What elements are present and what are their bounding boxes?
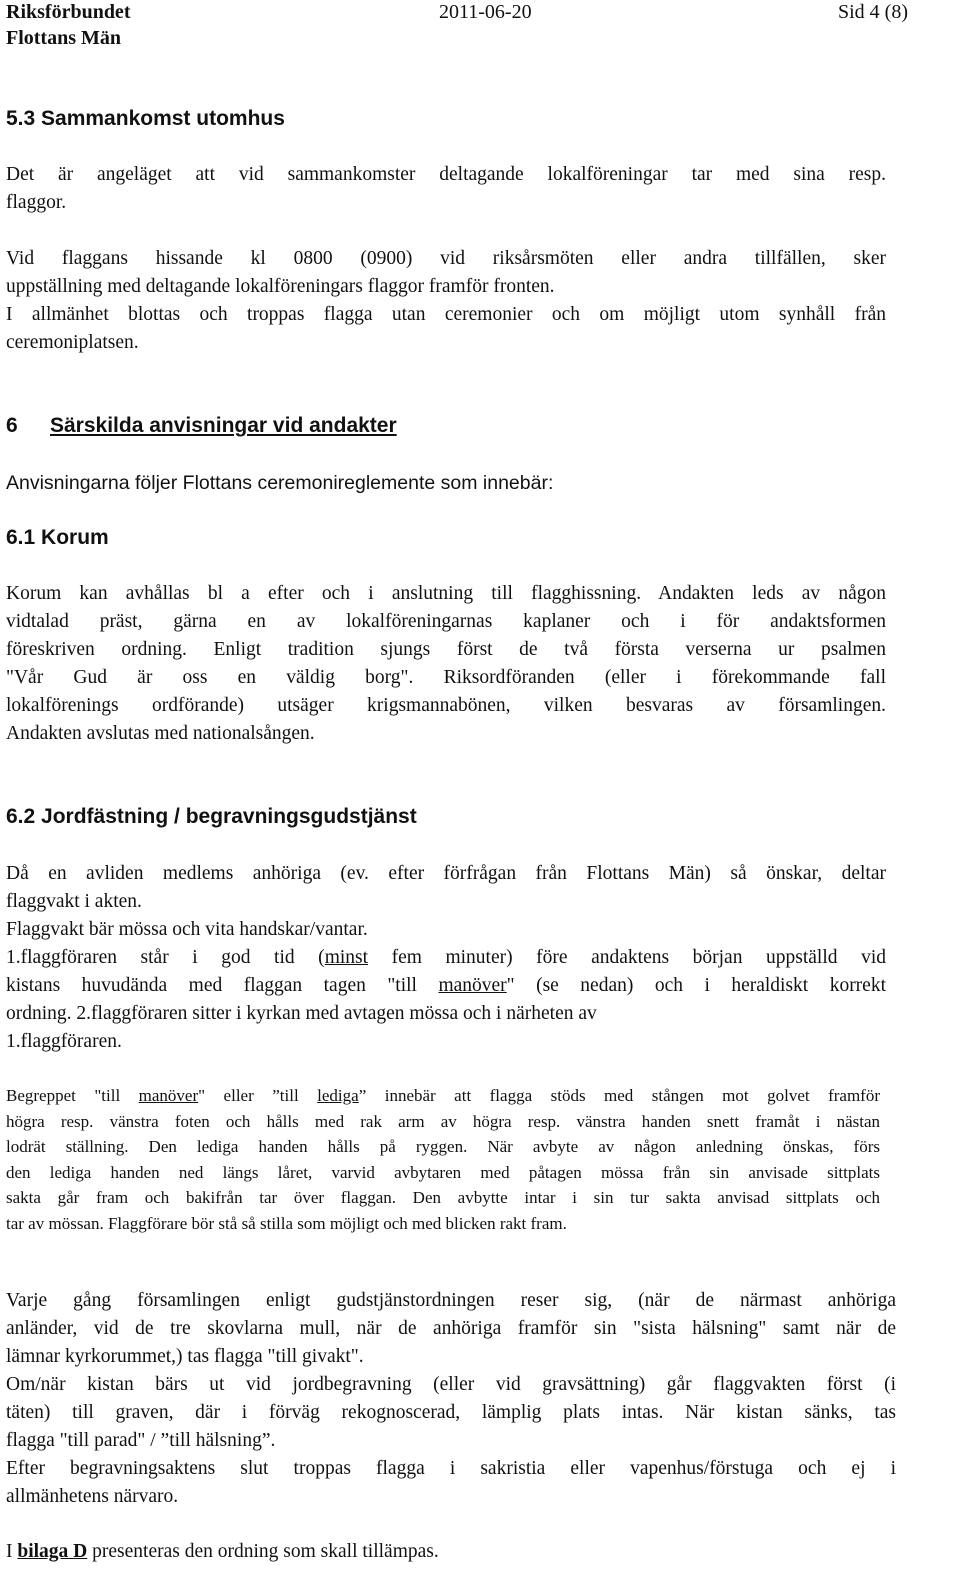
text-line: 1.flaggföraren står i god tid (minst fem minuter) före andaktens början uppställd vid [6, 947, 886, 968]
text-line: kistans huvudända med flaggan tagen "till manöver" (se nedan) och i heraldiskt korrekt [6, 975, 886, 996]
text-line: Korum kan avhållas bl a efter och i anslutning till flagghissning. Andakten leds av någon [6, 583, 886, 604]
text-line: ordning. 2.flaggföraren sitter i kyrkan med avtagen mössa och i närheten av [6, 1003, 597, 1024]
text-line: Vid flaggans hissande kl 0800 (0900) vid riksårsmöten eller andra tillfällen, sker [6, 248, 886, 269]
text-line: flaggvakt i akten. [6, 891, 142, 912]
text-line: Efter begravningsaktens slut troppas flagga i sakristia eller vapenhus/förstuga och ej i [6, 1458, 896, 1479]
heading-6 [6, 413, 397, 439]
text-line: föreskriven ordning. Enligt tradition sjungs först de två första verserna ur psalmen [6, 639, 886, 660]
text-line: 1.flaggföraren. [6, 1031, 122, 1052]
text-line: lodrät ställning. Den lediga handen hålls på ryggen. När avbyte av någon anledning önskas, förs [6, 1137, 880, 1156]
underlined-word: manöver [438, 975, 507, 996]
paragraph-6-2-e [6, 1287, 896, 1511]
text-line: Då en avliden medlems anhöriga (ev. efter förfrågan från Flottans Män) så önskar, deltar [6, 863, 886, 884]
paragraph-6-2-f [6, 1538, 886, 1566]
heading-6-2: 6.2 Jordfästning / begravningsgudstjänst [6, 805, 417, 828]
bilaga-d-link: bilaga D [17, 1541, 88, 1562]
text-line: anländer, vid de tre skovlarna mull, när de anhöriga framför sin "sista hälsning" samt när de [6, 1318, 896, 1339]
text-line: I allmänhet blottas och troppas flagga utan ceremonier och om möjligt utom synhåll från [6, 304, 886, 325]
text-line: Andakten avslutas med nationalsången. [6, 723, 315, 744]
text-line: Varje gång församlingen enligt gudstjänstordningen reser sig, (när de närmast anhöriga [6, 1290, 896, 1311]
text-line: lämnar kyrkorummet,) tas flagga "till givakt". [6, 1346, 364, 1367]
paragraph-6-2-a [6, 860, 886, 1056]
text-line: Om/när kistan bärs ut vid jordbegravning (eller vid gravsättning) går flaggvakten först (i [6, 1374, 896, 1395]
text-line: ceremoniplatsen. [6, 332, 139, 353]
header-date: 2011-06-20 [439, 1, 532, 23]
heading-5-3: 5.3 Sammankomst utomhus [6, 107, 285, 130]
header-sub: Flottans Män [6, 27, 121, 49]
text-line: allmänhetens närvaro. [6, 1486, 179, 1507]
text-line: Det är angeläget att vid sammankomster deltagande lokalföreningar tar med sina resp. [6, 164, 886, 185]
text-line: högra resp. vänstra foten och hålls med rak arm av högra resp. vänstra handen snett framåt i nästan [6, 1111, 880, 1131]
underlined-word: manöver [138, 1086, 199, 1105]
heading-6-number: 6 [6, 414, 18, 437]
underlined-word: minst [324, 947, 369, 968]
paragraph-6-1 [6, 580, 886, 748]
paragraph-6-2-definition [6, 1083, 880, 1236]
text-line: Flaggvakt bär mössa och vita handskar/vantar. [6, 919, 368, 940]
underlined-word: lediga [317, 1086, 359, 1105]
heading-6-1: 6.1 Korum [6, 526, 109, 549]
heading-6-title: Särskilda anvisningar vid andakter [50, 414, 397, 437]
text-line: flaggor. [6, 192, 67, 213]
text-line: I bilaga D presenteras den ordning som skall tillämpas. [6, 1541, 439, 1562]
text-line: sakta går fram och bakifrån tar över flaggan. Den avbytte intar i sin tur sakta anvisad sittplats och [6, 1188, 880, 1207]
paragraph-5-3-1 [6, 161, 886, 217]
text-line: täten) till graven, där i förväg rekognoscerad, lämplig plats intas. När kistan sänks, tas [6, 1402, 896, 1423]
text-line: tar av mössan. Flaggförare bör stå så stilla som möjligt och med blicken rakt fram. [6, 1213, 567, 1233]
paragraph-5-3-2 [6, 245, 886, 357]
text-line: den lediga handen ned längs låret, varvid avbytaren med påtagen mössa från sin anvisade sittplats [6, 1162, 880, 1182]
text-line: flagga "till parad" / ”till hälsning”. [6, 1430, 276, 1451]
header-page: Sid 4 (8) [838, 1, 908, 23]
text-line: vidtalad präst, gärna en av lokalföreningarnas kaplaner och i för andaktsformen [6, 611, 886, 632]
text-line: "Vår Gud är oss en väldig borg". Riksordföranden (eller i förekommande fall [6, 667, 886, 688]
header-org: Riksförbundet [6, 1, 131, 23]
text-line: lokalförenings ordförande) utsäger krigsmannabönen, vilken besvaras av församlingen. [6, 695, 886, 716]
text-line: uppställning med deltagande lokalföreningars flaggor framför fronten. [6, 276, 555, 297]
text-line: Begreppet "till manöver" eller ”till lediga” innebär att flagga stöds med stången mot golvet framför [6, 1086, 880, 1105]
section-6-intro: Anvisningarna följer Flottans ceremonireglemente som innebär: [6, 472, 554, 494]
